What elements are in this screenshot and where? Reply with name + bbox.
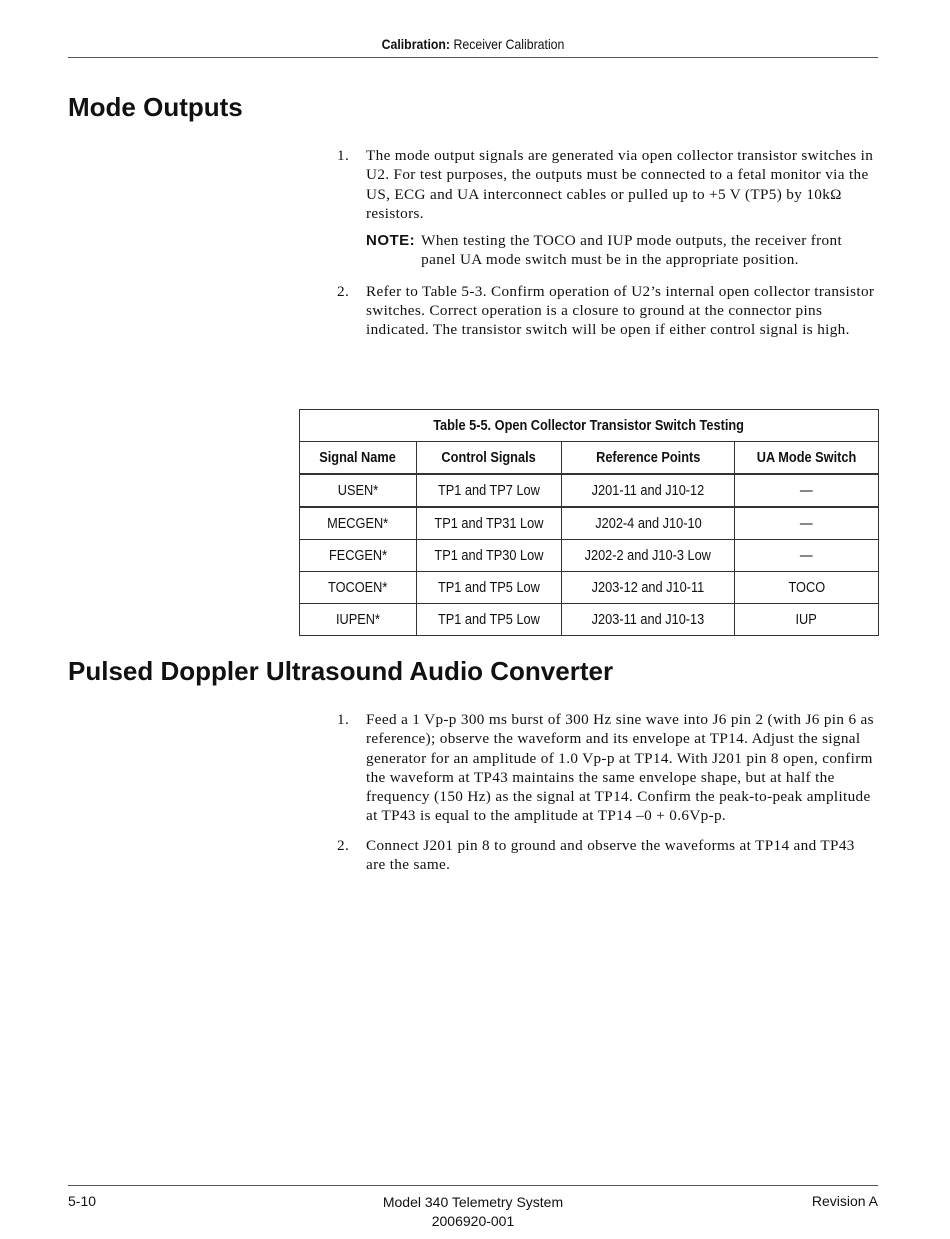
section-title-mode-outputs: Mode Outputs [68, 92, 243, 122]
document-number: 2006920-001 [431, 1213, 515, 1229]
col-header-ua-mode-switch: UA Mode Switch [735, 442, 879, 475]
header-rule [68, 57, 878, 58]
step-text: Connect J201 pin 8 to ground and observe the waveforms at TP14 and TP43 are the same. [366, 836, 855, 874]
table-cell: MECGEN* [300, 507, 417, 540]
table-cell: TP1 and TP5 Low [417, 604, 562, 636]
step-number: 2. [337, 836, 350, 854]
table-row [300, 507, 879, 540]
footer-rule [68, 1185, 878, 1186]
list-item [337, 146, 877, 223]
table-cell: TP1 and TP7 Low [417, 474, 562, 507]
step-number: 1. [337, 147, 350, 164]
doppler-steps [337, 710, 877, 884]
table-cell: TOCOEN* [300, 572, 417, 604]
table-cell: J202-4 and J10-10 [562, 507, 735, 540]
table-cell: IUPEN* [300, 604, 417, 636]
step-text: Feed a 1 Vp-p 300 ms burst of 300 Hz sine wave into J6 pin 2 (with J6 pin 6 as reference); observe the waveform and its envelope at TP14. Adjust the signal generator for an amplitude of 1.0 Vp-p at TP14. With J201 pin 8 open, confirm the waveform at TP43 maintains the same envelope shape, but at half the frequency (150 Hz) as the signal at TP14. Confirm the peak-to-peak amplitude at TP43 is equal to the amplitude at TP14 –0 + 0.6Vp-p. [366, 711, 874, 825]
table-cell: — [735, 540, 879, 572]
table-cell: TOCO [735, 572, 879, 604]
table-cell: USEN* [300, 474, 417, 507]
header-chapter: Calibration: [381, 36, 451, 52]
table-cell: TP1 and TP31 Low [417, 507, 562, 540]
note [366, 231, 877, 270]
table-cell: TP1 and TP30 Low [417, 540, 562, 572]
table-cell: J203-11 and J10-13 [562, 604, 735, 636]
list-item [337, 836, 877, 875]
section-title-doppler-converter: Pulsed Doppler Ultrasound Audio Converter [68, 656, 614, 686]
revision: Revision A [811, 1193, 878, 1209]
list-item [337, 282, 877, 340]
table-cell: FECGEN* [300, 540, 417, 572]
mode-outputs-steps [337, 146, 877, 350]
note-label: NOTE: [366, 232, 416, 250]
table-header-row [300, 442, 879, 475]
table-cell: — [735, 507, 879, 540]
list-item [337, 710, 877, 826]
note-text: When testing the TOCO and IUP mode outputs, the receiver front panel UA mode switch must be in the appropriate position. [421, 232, 843, 269]
col-header-reference-points: Reference Points [562, 442, 735, 475]
table-caption: Table 5-5. Open Collector Transistor Switch Testing [300, 410, 879, 442]
table-cell: TP1 and TP5 Low [417, 572, 562, 604]
col-header-signal-name: Signal Name [300, 442, 417, 475]
running-header [117, 36, 830, 52]
col-header-control-signals: Control Signals [417, 442, 562, 475]
switch-testing-table [299, 409, 879, 636]
table-cell: J201-11 and J10-12 [562, 474, 735, 507]
table-cell: — [735, 474, 879, 507]
product-name: Model 340 Telemetry System [382, 1194, 564, 1210]
step-number: 2. [337, 282, 350, 300]
table-cell: J202-2 and J10-3 Low [562, 540, 735, 572]
table-cell: IUP [735, 604, 879, 636]
table-cell: J203-12 and J10-11 [562, 572, 735, 604]
step-text: The mode output signals are generated via open collector transistor switches in U2. For test purposes, the outputs must be connected to a fetal monitor via the US, ECG and UA interconnect cables or pulled up to +5 V (TP5) by 10kΩ resistors. [366, 147, 874, 222]
table-row [300, 604, 879, 636]
footer-center [68, 1193, 878, 1231]
step-number: 1. [337, 711, 350, 728]
table-row [300, 572, 879, 604]
page-number: 5-10 [68, 1193, 97, 1209]
table-row [300, 540, 879, 572]
header-section: Receiver Calibration [450, 36, 565, 52]
table-row [300, 474, 879, 507]
step-text: Refer to Table 5-3. Confirm operation of U2’s internal open collector transistor switches. Correct operation is a closure to ground at the connector pins indicated. The transistor switch will be open if either control signal is high. [366, 282, 875, 339]
